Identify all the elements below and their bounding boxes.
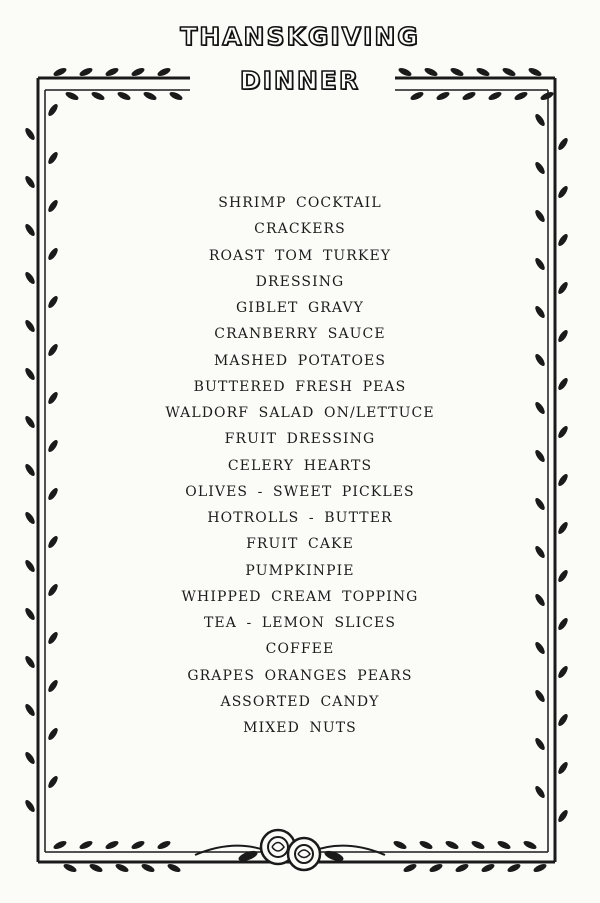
- leaf-icon: [130, 839, 145, 850]
- leaf-icon: [534, 113, 547, 128]
- leaf-icon: [402, 862, 417, 873]
- leaf-icon: [506, 862, 521, 873]
- leaf-icon: [47, 103, 60, 118]
- leaf-icon: [522, 839, 537, 850]
- leaf-icon: [47, 151, 60, 166]
- leaf-icon: [532, 862, 547, 873]
- leaf-icon: [418, 839, 433, 850]
- menu-item: TEA - LEMON SLICES: [203, 615, 397, 631]
- menu-item: MASHED POTATOES: [213, 352, 387, 369]
- leaf-icon: [496, 839, 511, 850]
- page-subtitle: DINNER: [239, 66, 361, 95]
- rose-flower-icon: [195, 830, 385, 870]
- leaf-icon: [140, 862, 155, 873]
- menu-item: PUMPKINPIE: [245, 562, 355, 579]
- menu-list: [0, 190, 600, 741]
- leaf-icon: [480, 862, 495, 873]
- menu-item: SHRIMP COCKTAIL: [218, 195, 382, 211]
- leaf-icon: [534, 161, 547, 176]
- menu-item: FRUIT DRESSING: [224, 431, 376, 448]
- menu-item: DRESSING: [255, 273, 345, 290]
- menu-item: BUTTERED FRESH PEAS: [193, 378, 407, 395]
- leaf-icon: [88, 862, 103, 873]
- menu-item: WHIPPED CREAM TOPPING: [181, 588, 419, 605]
- leaf-icon: [428, 862, 443, 873]
- leaf-icon: [24, 751, 37, 766]
- menu-item: MIXED NUTS: [243, 720, 357, 736]
- leaf-icon: [114, 862, 129, 873]
- leaf-icon: [156, 839, 171, 850]
- leaf-icon: [78, 839, 93, 850]
- menu-item: GIBLET GRAVY: [236, 300, 364, 316]
- leaf-icon: [24, 175, 37, 190]
- menu-item: CRACKERS: [254, 221, 346, 238]
- leaf-icon: [104, 839, 119, 850]
- page-title: THANSKGIVING: [180, 22, 420, 51]
- leaf-icon: [557, 761, 570, 776]
- menu-item: CELERY HEARTS: [227, 457, 373, 474]
- menu-item: WALDORF SALAD ON/LETTUCE: [165, 405, 435, 421]
- leaf-icon: [166, 862, 181, 873]
- leaf-icon: [52, 839, 67, 850]
- leaf-icon: [47, 775, 60, 790]
- leaf-icon: [444, 839, 459, 850]
- leaf-icon: [557, 137, 570, 152]
- menu-item: OLIVES - SWEET PICKLES: [185, 483, 415, 500]
- leaf-icon: [454, 862, 469, 873]
- menu-item: ASSORTED CANDY: [220, 693, 380, 710]
- leaf-icon: [470, 839, 485, 850]
- menu-item: HOTROLLS - BUTTER: [207, 510, 393, 526]
- leaf-icon: [557, 809, 570, 824]
- leaf-icon: [24, 799, 37, 814]
- leaf-icon: [24, 127, 37, 142]
- menu-item: ROAST TOM TURKEY: [208, 247, 392, 264]
- menu-item: FRUIT CAKE: [246, 536, 354, 553]
- menu-item: GRAPES ORANGES PEARS: [187, 667, 413, 684]
- leaf-icon: [62, 862, 77, 873]
- leaf-icon: [534, 785, 547, 800]
- menu-item: COFFEE: [265, 641, 335, 658]
- menu-item: CRANBERRY SAUCE: [214, 326, 386, 343]
- leaf-icon: [392, 839, 407, 850]
